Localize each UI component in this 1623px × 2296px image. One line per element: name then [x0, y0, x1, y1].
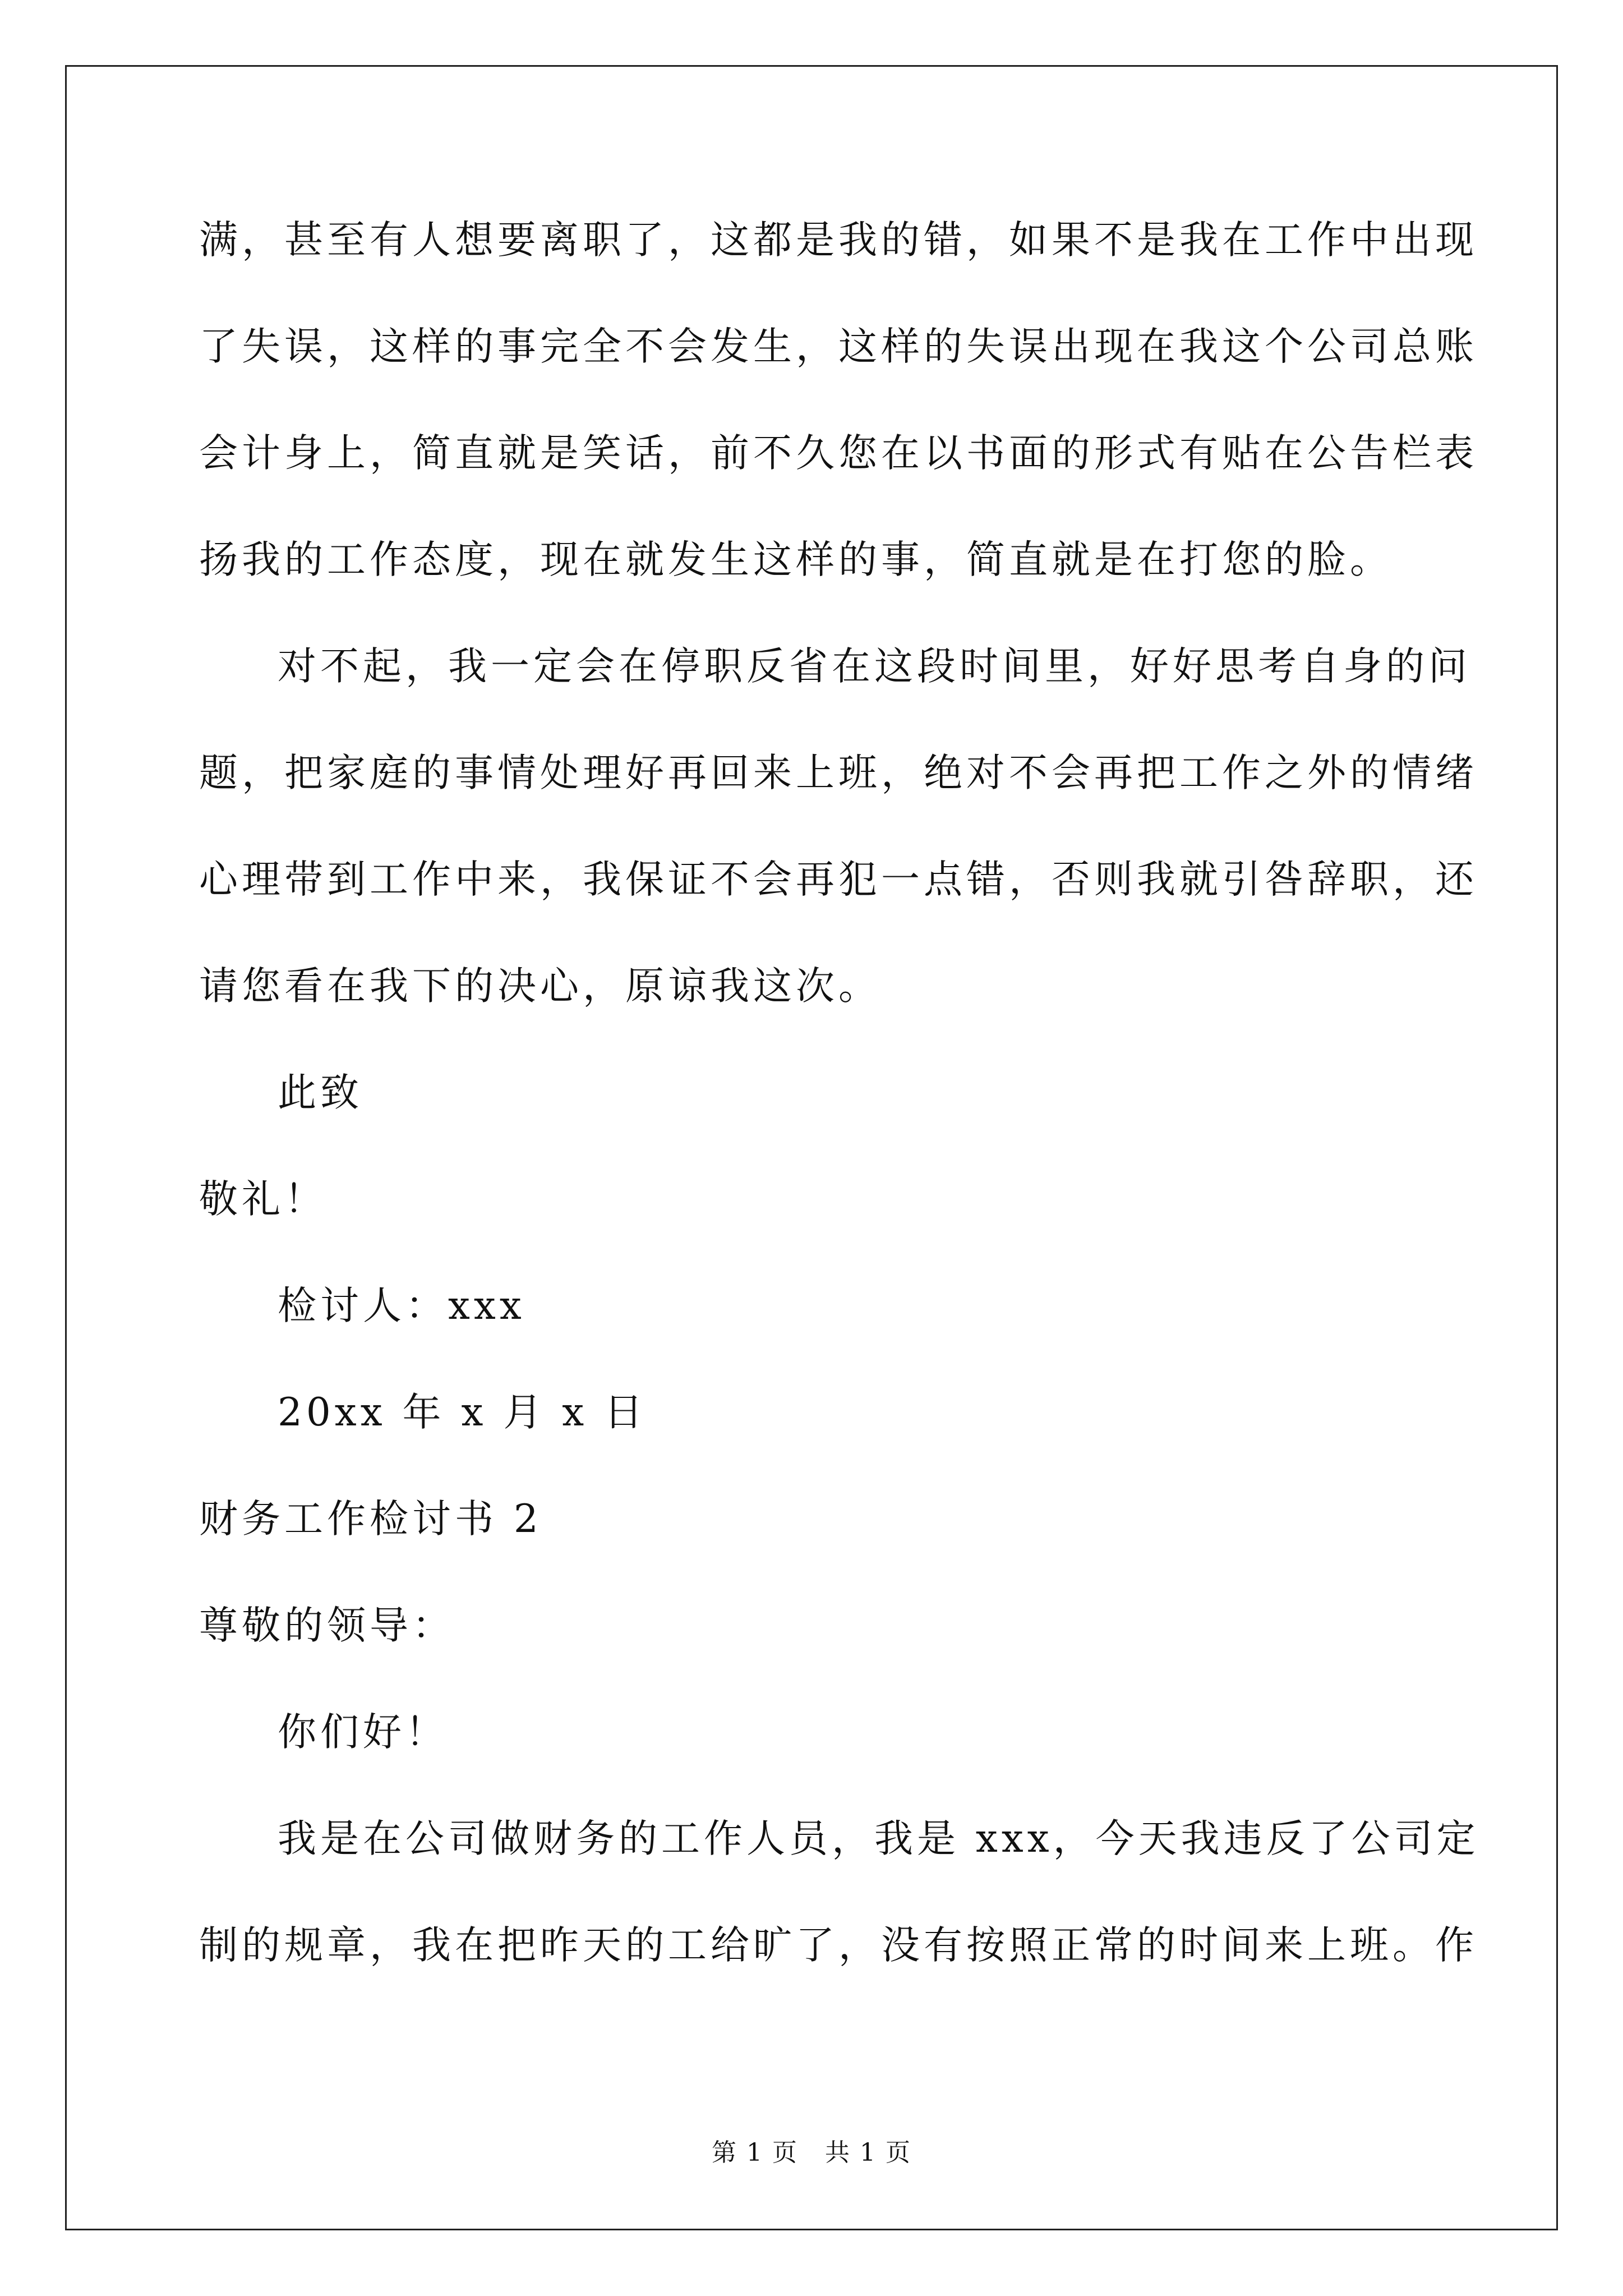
text-line: 题，把家庭的事情处理好再回来上班，绝对不会再把工作之外的情绪: [199, 751, 1478, 795]
page-footer: 第 1 页 共 1 页: [712, 2138, 911, 2167]
signature-line: 检讨人：xxx: [278, 1283, 525, 1328]
text-line: 制的规章，我在把昨天的工给旷了，没有按照正常的时间来上班。作: [199, 1923, 1478, 1968]
greeting: 尊敬的领导：: [199, 1603, 455, 1648]
section-title: 财务工作检讨书 2: [199, 1497, 542, 1542]
text-line: 心理带到工作中来，我保证不会再犯一点错，否则我就引咎辞职，还: [199, 857, 1478, 902]
text-line: 请您看在我下的决心，原谅我这次。: [199, 964, 881, 1009]
text-line: 扬我的工作态度，现在就发生这样的事，简直就是在打您的脸。: [199, 537, 1393, 582]
paragraph-start-line: 对不起，我一定会在停职反省在这段时间里，好好思考自身的问: [278, 644, 1471, 689]
closing-respect: 敬礼！: [199, 1177, 327, 1222]
closing-salutation: 此致: [278, 1070, 363, 1115]
text-line: 了失误，这样的事完全不会发生，这样的失误出现在我这个公司总账: [199, 324, 1478, 369]
text-line: 会计身上，简直就是笑话，前不久您在以书面的形式有贴在公告栏表: [199, 431, 1478, 476]
document-body: [199, 213, 1479, 2025]
paragraph-start-line: 我是在公司做财务的工作人员，我是 xxx，今天我违反了公司定: [278, 1816, 1479, 1861]
text-line: 满，甚至有人想要离职了，这都是我的错，如果不是我在工作中出现: [199, 218, 1478, 263]
greeting-line: 你们好！: [278, 1710, 448, 1755]
date-line: 20xx 年 x 月 x 日: [278, 1390, 647, 1435]
